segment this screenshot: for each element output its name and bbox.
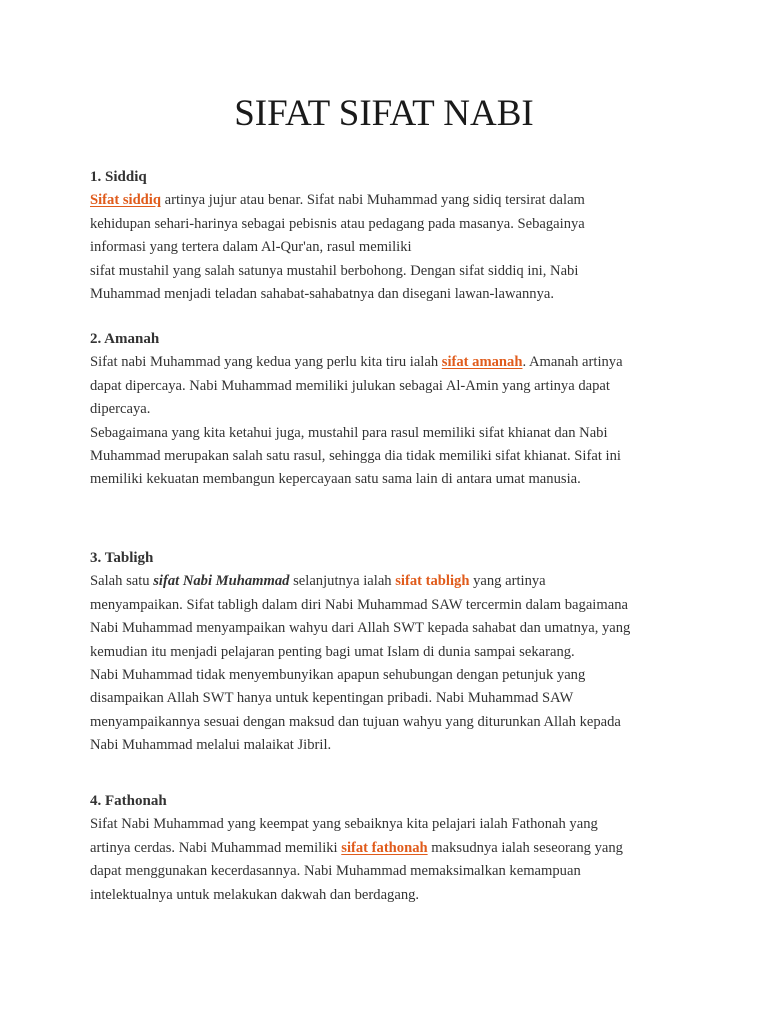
paragraph-line: dipercaya. (90, 401, 151, 418)
paragraph-line: memiliki kekuatan membangun kepercayaan satu sama lain di antara umat manusia. (90, 471, 581, 488)
section-siddiq (90, 166, 690, 306)
paragraph-line: Sebagaimana yang kita ketahui juga, mustahil para rasul memiliki sifat khianat dan Nabi (90, 424, 608, 441)
paragraph-line (90, 837, 690, 860)
paragraph-line (90, 570, 690, 593)
paragraph-line: kehidupan sehari-harinya sebagai pebisnis atau pedagang pada masanya. Sebagainya (90, 215, 585, 232)
paragraph-line: Sifat Nabi Muhammad yang keempat yang sebaiknya kita pelajari ialah Fathonah yang (90, 816, 598, 833)
line-text: maksudnya ialah seseorang yang (427, 839, 623, 856)
section-amanah (90, 328, 690, 492)
paragraph-line (90, 189, 690, 212)
emphasis-text: sifat Nabi Muhammad (153, 573, 290, 590)
section-fathonah (90, 790, 690, 907)
paragraph-line: sifat mustahil yang salah satunya mustahil berbohong. Dengan sifat siddiq ini, Nabi (90, 262, 579, 279)
sifat-tabligh-text: sifat tabligh (395, 573, 470, 590)
paragraph-line: menyampaikan. Sifat tabligh dalam diri Nabi Muhammad SAW tercermin dalam bagaimana (90, 596, 628, 613)
line-text: yang artinya (469, 573, 546, 590)
paragraph-line: menyampaikannya sesuai dengan maksud dan tujuan wahyu yang diturunkan Allah kepada (90, 713, 621, 730)
paragraph-line: dapat menggunakan kecerdasannya. Nabi Muhammad memaksimalkan kemampuan (90, 863, 581, 880)
paragraph-line: Nabi Muhammad melalui malaikat Jibril. (90, 737, 332, 754)
section-tabligh (90, 547, 690, 758)
section-heading: 4. Fathonah (90, 793, 167, 809)
paragraph-line: Nabi Muhammad menyampaikan wahyu dari Allah SWT kepada sahabat dan umatnya, yang (90, 620, 631, 637)
sifat-siddiq-link[interactable]: Sifat siddiq (90, 192, 161, 209)
line-text: selanjutnya ialah (289, 573, 396, 590)
line-text: artinya jujur atau benar. Sifat nabi Muhammad yang sidiq tersirat dalam (160, 192, 585, 209)
paragraph-line: kemudian itu menjadi pelajaran penting bagi umat Islam di dunia sampai sekarang. (90, 643, 575, 660)
line-text: . Amanah artinya (522, 354, 623, 371)
paragraph-line: dapat dipercaya. Nabi Muhammad memiliki julukan sebagai Al-Amin yang artinya dapat (90, 377, 610, 394)
section-heading: 3. Tabligh (90, 550, 154, 566)
paragraph-line: intelektualnya untuk melakukan dakwah dan berdagang. (90, 886, 420, 903)
paragraph-line (90, 351, 690, 374)
page-title: SIFAT SIFAT NABI (234, 93, 534, 134)
section-heading: 1. Siddiq (90, 169, 147, 185)
section-heading: 2. Amanah (90, 331, 160, 347)
line-text: Salah satu (90, 573, 154, 590)
line-text: Sifat nabi Muhammad yang kedua yang perlu kita tiru ialah (90, 354, 442, 371)
paragraph-line: informasi yang tertera dalam Al-Qur'an, rasul memiliki (90, 239, 412, 256)
line-text: artinya cerdas. Nabi Muhammad memiliki (90, 839, 342, 856)
paragraph-line: disampaikan Allah SWT hanya untuk kepentingan pribadi. Nabi Muhammad SAW (90, 690, 574, 707)
paragraph-line: Nabi Muhammad tidak menyembunyikan apapun sehubungan dengan petunjuk yang (90, 666, 586, 683)
paragraph-line: Muhammad menjadi teladan sahabat-sahabatnya dan disegani lawan-lawannya. (90, 285, 554, 302)
paragraph-line: Muhammad merupakan salah satu rasul, sehingga dia tidak memiliki sifat khianat. Sifat ini (90, 447, 621, 464)
sifat-fathonah-link[interactable]: sifat fathonah (341, 839, 428, 856)
sifat-amanah-link[interactable]: sifat amanah (441, 354, 523, 371)
